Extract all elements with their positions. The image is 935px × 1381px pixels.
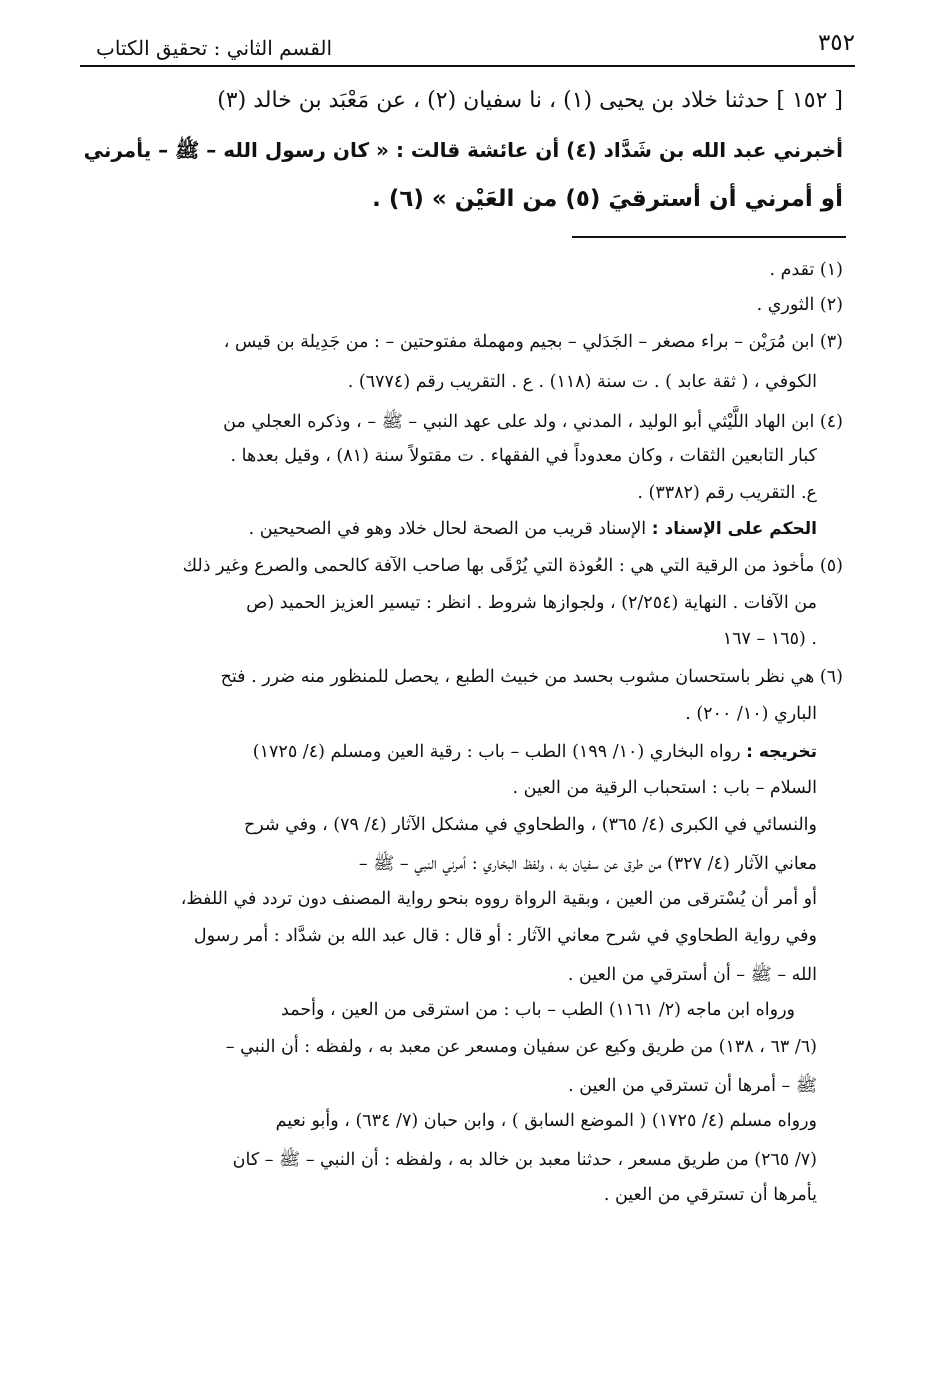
takhrij-paragraph-2-line-1: والنسائي في الكبرى (٤/ ٣٦٥) ، والطحاوي في مشكل الآثار (٤/ ٧٩) ، وفي شرح: [243, 815, 817, 835]
footnote-3-line-1: (٣) ابن مُرَيْن – براء مصغر – الجَدَلي – بجيم ومهملة مفتوحتين – : من جَدِيلة بن قيس ،: [223, 332, 843, 352]
takhrij-paragraph-3-line-1: ورواه ابن ماجه (٢/ ١١٦١) الطب – باب : من استرقى من العين ، وأحمد: [281, 1000, 795, 1020]
footnote-separator: [572, 236, 846, 238]
footnote-1: (١) تقدم .: [769, 260, 843, 280]
footnote-6-line-2: الباري (١٠/ ٢٠٠) .: [685, 704, 817, 724]
takhrij-paragraph-4-line-3: يأمرها أن تسترقي من العين .: [603, 1185, 817, 1205]
footnote-3-line-2: الكوفي ، ( ثقة عابد ) . ت سنة (١١٨) . ع . التقريب رقم (٦٧٧٤) .: [347, 372, 817, 392]
takhrij-paragraph-3-line-2: (٦/ ٦٣ ، ١٣٨) من طريق وكيع عن سفيان ومسعر عن معبد به ، ولفظه : أن النبي –: [225, 1037, 817, 1057]
takhrij-paragraph-4-line-1: ورواه مسلم (٤/ ١٧٢٥) ( الموضع السابق ) ، وابن حبان (٧/ ٦٣٤) ، وأبو نعيم: [275, 1111, 817, 1131]
isnad-ruling: [249, 519, 817, 539]
footnote-6-line-1: (٦) هي نظر باستحسان مشوب بحسد من خبيث الطبع ، يحصل للمنظور منه ضرر . فتح: [220, 667, 843, 687]
footnote-5-line-3: ١٦٥ – ١٦٧) .: [722, 629, 817, 649]
takhrij-text: رواه البخاري (١٠/ ١٩٩) الطب – باب : رقية العين ومسلم (٤/ ١٧٢٥): [252, 742, 741, 762]
footnote-5-line-1: (٥) مأخوذ من الرقية التي هي : العُوذة التي يُرْقَى بها صاحب الآفة كالحمى والصرع وغير ذلك: [182, 556, 843, 576]
takhrij-paragraph-4-line-2: (٧/ ٢٦٥) من طريق مسعر ، حدثنا معبد بن خالد به ، ولفظه : أن النبي – ﷺ – كان: [232, 1150, 817, 1170]
takhrij-paragraph-2-line-3: أو أمر أن يُسْترقى من العين ، وبقية الرواة رووه بنحو رواية المصنف دون تردد في اللفظ،: [180, 889, 817, 909]
footnote-4-line-2: كبار التابعين الثقات ، وكان معدوداً في الفقهاء . ت مقتولاً سنة (٨١) ، وقيل بعدها .: [230, 446, 817, 466]
takhrij-line-1: [253, 742, 817, 762]
hadith-matn-line-2: أخبرني عبد الله بن شَدَّاد (٤) أن عائشة قالت : « كان رسول الله – ﷺ – يأمرني: [83, 138, 843, 162]
isnad-ruling-label: الحكم على الإسناد :: [651, 519, 817, 539]
hadith-matn-line-3: أو أمرني أن أسترقيَ (٥) من العَيْن » (٦) .: [372, 186, 843, 212]
takhrij-paragraph-2-line-2: معاني الآثار (٤/ ٣٢٧) من طرق عن سفيان به ، ولفظ البخاري : أمرني النبي – ﷺ –: [358, 854, 817, 874]
footnote-2: (٢) الثوري .: [756, 295, 843, 315]
takhrij-paragraph-2-line-5: الله – ﷺ – أن أسترقي من العين .: [567, 965, 817, 985]
page-number: ٣٥٢: [817, 30, 855, 56]
takhrij-paragraph-3-line-3: ﷺ – أمرها أن تسترقي من العين .: [568, 1076, 817, 1096]
hadith-isnad-line-1: [ ١٥٢ ] حدثنا خلاد بن يحيى (١) ، نا سفيان (٢) ، عن مَعْبَد بن خالد (٣): [217, 88, 843, 113]
header-rule: [80, 65, 855, 67]
takhrij-label: تخريجه :: [746, 742, 817, 762]
footnote-4-line-1: (٤) ابن الهاد اللَّيْثي أبو الوليد ، المدني ، ولد على عهد النبي – ﷺ – ، وذكره العجلي من: [223, 412, 843, 432]
section-title: القسم الثاني : تحقيق الكتاب: [96, 36, 333, 60]
takhrij-paragraph-2-line-4: وفي رواية الطحاوي في شرح معاني الآثار : أو قال : قال عبد الله بن شدَّاد : أمر رسول: [193, 926, 817, 946]
isnad-ruling-text: الإسناد قريب من الصحة لحال خلاد وهو في الصحيحين .: [248, 519, 647, 539]
footnote-5-line-2: من الآفات . النهاية (٢/٢٥٤) ، ولجوازها شروط . انظر : تيسير العزيز الحميد (ص: [246, 593, 817, 613]
takhrij-line-2: السلام – باب : استحباب الرقية من العين .: [512, 778, 817, 798]
footnote-4-line-3: ع. التقريب رقم (٣٣٨٢) .: [637, 483, 817, 503]
